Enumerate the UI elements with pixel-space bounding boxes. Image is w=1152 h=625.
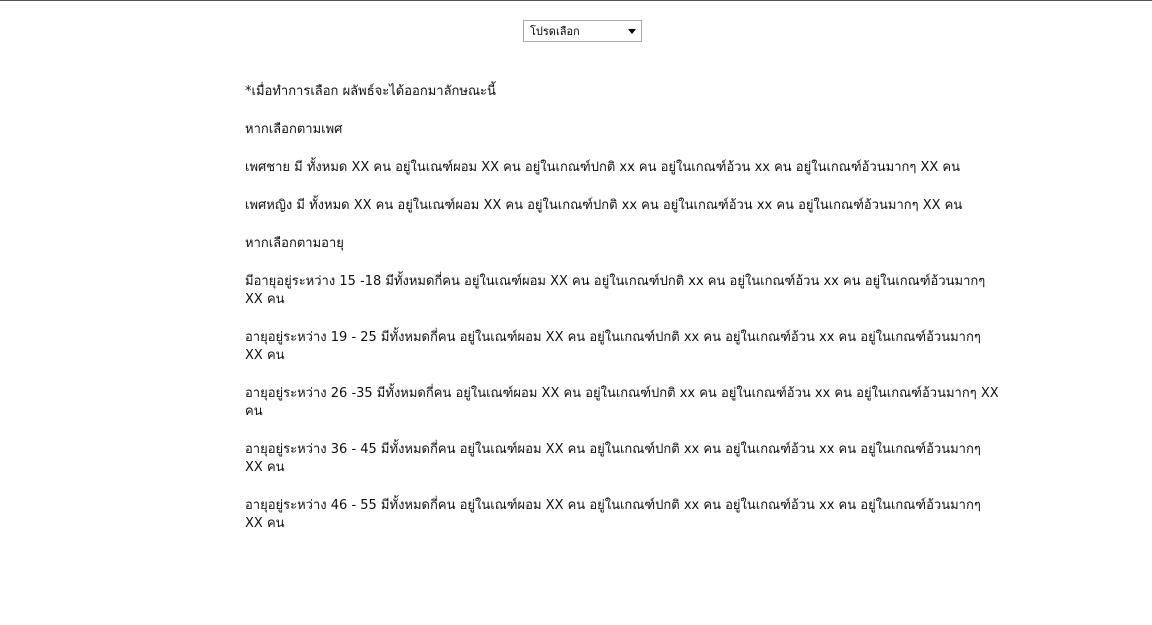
age-result-19-25: อายุอยู่ระหว่าง 19 - 25 มีทั้งหมดกี่คน อยู่ในเณฑ์ผอม XX คน อยู่ในเกณฑ์ปกติ xx คน อยู่ในเกณฑ์อ้วน xx คน อยู่ในเกณฑ์อ้วนมากๆ XX คน bbox=[245, 330, 981, 363]
age-heading: หากเลือกตามอายุ bbox=[245, 236, 344, 251]
chevron-down-icon bbox=[628, 29, 636, 34]
filter-select-value: โปรดเลือก bbox=[530, 25, 580, 38]
intro-note: *เมื่อทำการเลือก ผลัพธ์จะได้ออกมาลักษณะนี้ bbox=[245, 84, 496, 99]
age-result-36-45: อายุอยู่ระหว่าง 36 - 45 มีทั้งหมดกี่คน อยู่ในเณฑ์ผอม XX คน อยู่ในเกณฑ์ปกติ xx คน อยู่ในเกณฑ์อ้วน xx คน อยู่ในเกณฑ์อ้วนมากๆ XX คน bbox=[245, 442, 981, 475]
result-description bbox=[245, 83, 1000, 553]
female-result: เพศหญิง มี ทั้งหมด XX คน อยู่ในเณฑ์ผอม XX คน อยู่ในเกณฑ์ปกติ xx คน อยู่ในเกณฑ์อ้วน xx คน อยู่ในเกณฑ์อ้วนมากๆ XX คน bbox=[245, 198, 963, 213]
male-result: เพศชาย มี ทั้งหมด XX คน อยู่ในเณฑ์ผอม XX คน อยู่ในเกณฑ์ปกติ xx คน อยู่ในเกณฑ์อ้วน xx คน อยู่ในเกณฑ์อ้วนมากๆ XX คน bbox=[245, 160, 961, 175]
filter-select[interactable] bbox=[523, 20, 642, 42]
age-result-46-55: อายุอยู่ระหว่าง 46 - 55 มีทั้งหมดกี่คน อยู่ในเณฑ์ผอม XX คน อยู่ในเกณฑ์ปกติ xx คน อยู่ในเกณฑ์อ้วน xx คน อยู่ในเกณฑ์อ้วนมากๆ XX คน bbox=[245, 498, 981, 531]
age-result-15-18: มีอายุอยู่ระหว่าง 15 -18 มีทั้งหมดกี่คน อยู่ในเณฑ์ผอม XX คน อยู่ในเกณฑ์ปกติ xx คน อยู่ในเกณฑ์อ้วน xx คน อยู่ในเกณฑ์อ้วนมากๆ XX คน bbox=[245, 274, 986, 307]
age-result-26-35: อายุอยู่ระหว่าง 26 -35 มีทั้งหมดกี่คน อยู่ในเณฑ์ผอม XX คน อยู่ในเกณฑ์ปกติ xx คน อยู่ในเกณฑ์อ้วน xx คน อยู่ในเกณฑ์อ้วนมากๆ XX คน bbox=[245, 386, 999, 419]
gender-heading: หากเลือกตามเพศ bbox=[245, 122, 343, 137]
